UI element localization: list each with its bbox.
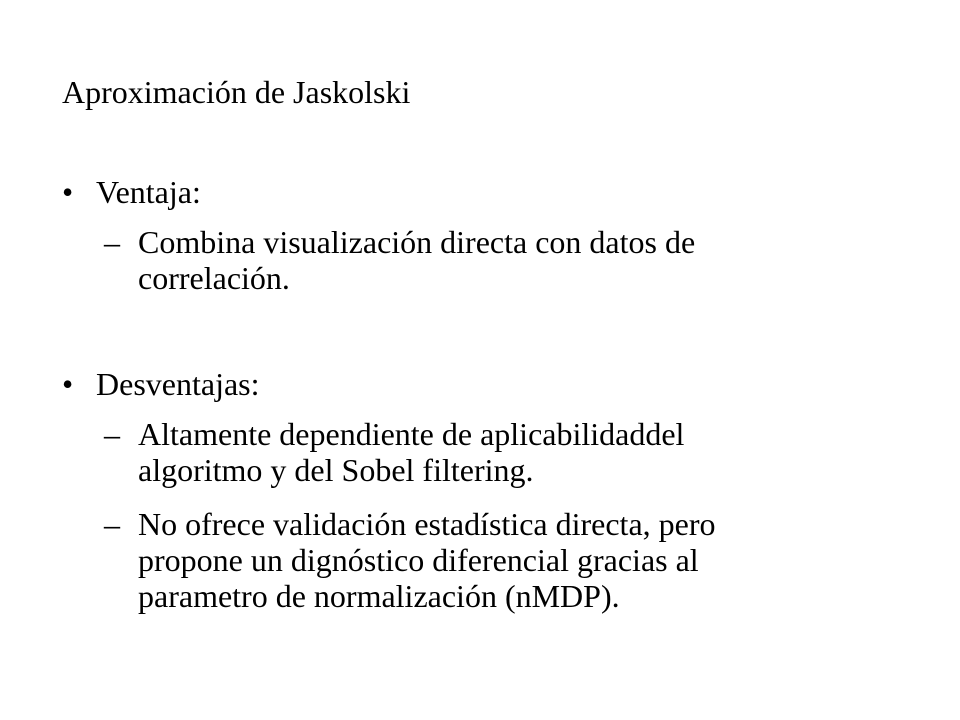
dash-icon: – bbox=[104, 224, 120, 260]
sub-item-text: Combina visualización directa con datos de correlación. bbox=[138, 224, 696, 296]
bullet-heading: Ventaja: bbox=[96, 174, 201, 210]
bullet-heading: Desventajas: bbox=[96, 366, 260, 402]
bullet-icon: • bbox=[62, 366, 74, 402]
sub-item bbox=[104, 506, 824, 614]
dash-icon: – bbox=[104, 506, 120, 542]
bullet-desventajas bbox=[62, 366, 260, 402]
slide-title: Aproximación de Jaskolski bbox=[62, 74, 411, 110]
sub-item bbox=[104, 416, 804, 488]
bullet-ventaja bbox=[62, 174, 201, 210]
dash-icon: – bbox=[104, 416, 120, 452]
sub-item bbox=[104, 224, 804, 296]
sub-item-text: Altamente dependiente de aplicabilidaddel algoritmo y del Sobel filtering. bbox=[138, 416, 685, 488]
bullet-icon: • bbox=[62, 174, 74, 210]
sub-item-text: No ofrece validación estadística directa, pero propone un dignóstico diferencial gracias al parametro de normalización (nMDP). bbox=[138, 506, 716, 614]
